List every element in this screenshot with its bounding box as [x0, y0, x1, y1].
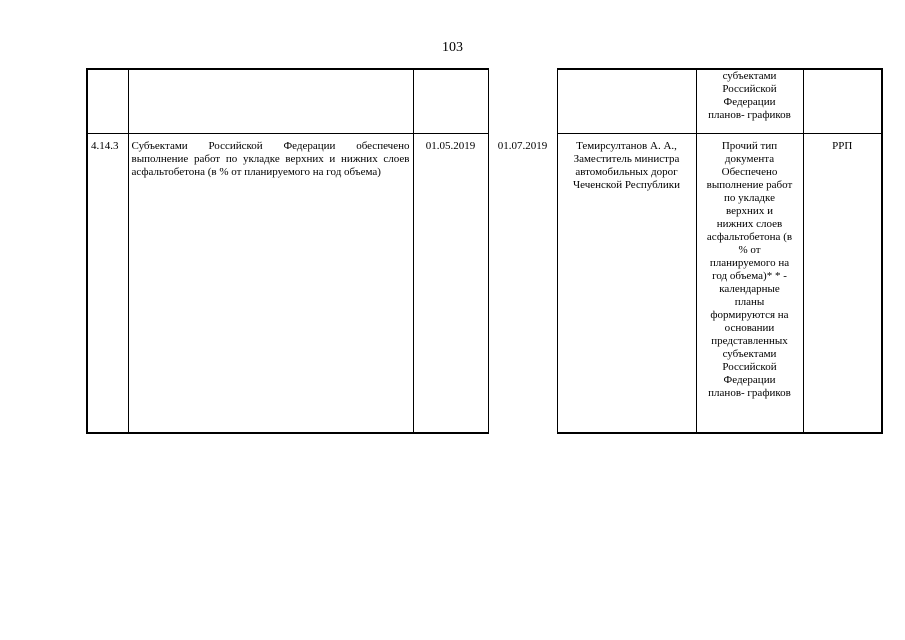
cell-end-date: [488, 69, 557, 134]
cell-document-type: субъектами Российской Федерации планов- графиков: [696, 69, 803, 134]
table-row: [87, 69, 882, 134]
cell-description: [128, 69, 413, 134]
cell-end-date: 01.07.2019: [488, 134, 557, 434]
cell-number: [87, 69, 128, 134]
plan-table: [86, 68, 883, 434]
page-number: 103: [442, 40, 463, 55]
cell-document-type: Прочий тип документа Обеспечено выполнение работ по укладке верхних и нижних слоев асфальтобетона (в % от планируемого на год объема)* * - календарные планы формируются на основании представленных субъектами Российской Федерации планов- графиков: [696, 134, 803, 434]
cell-level: [803, 69, 882, 134]
cell-responsible: Темирсултанов А. А., Заместитель министра автомобильных дорог Чеченской Республики: [557, 134, 696, 434]
cell-description: Субъектами Российской Федерации обеспечено выполнение работ по укладке верхних и нижних слоев асфальтобетона (в % от планируемого на год объема): [128, 134, 413, 434]
cell-number: 4.14.3: [87, 134, 128, 434]
cell-level: РРП: [803, 134, 882, 434]
cell-start-date: 01.05.2019: [413, 134, 488, 434]
cell-responsible: [557, 69, 696, 134]
cell-start-date: [413, 69, 488, 134]
table-row: [87, 134, 882, 434]
